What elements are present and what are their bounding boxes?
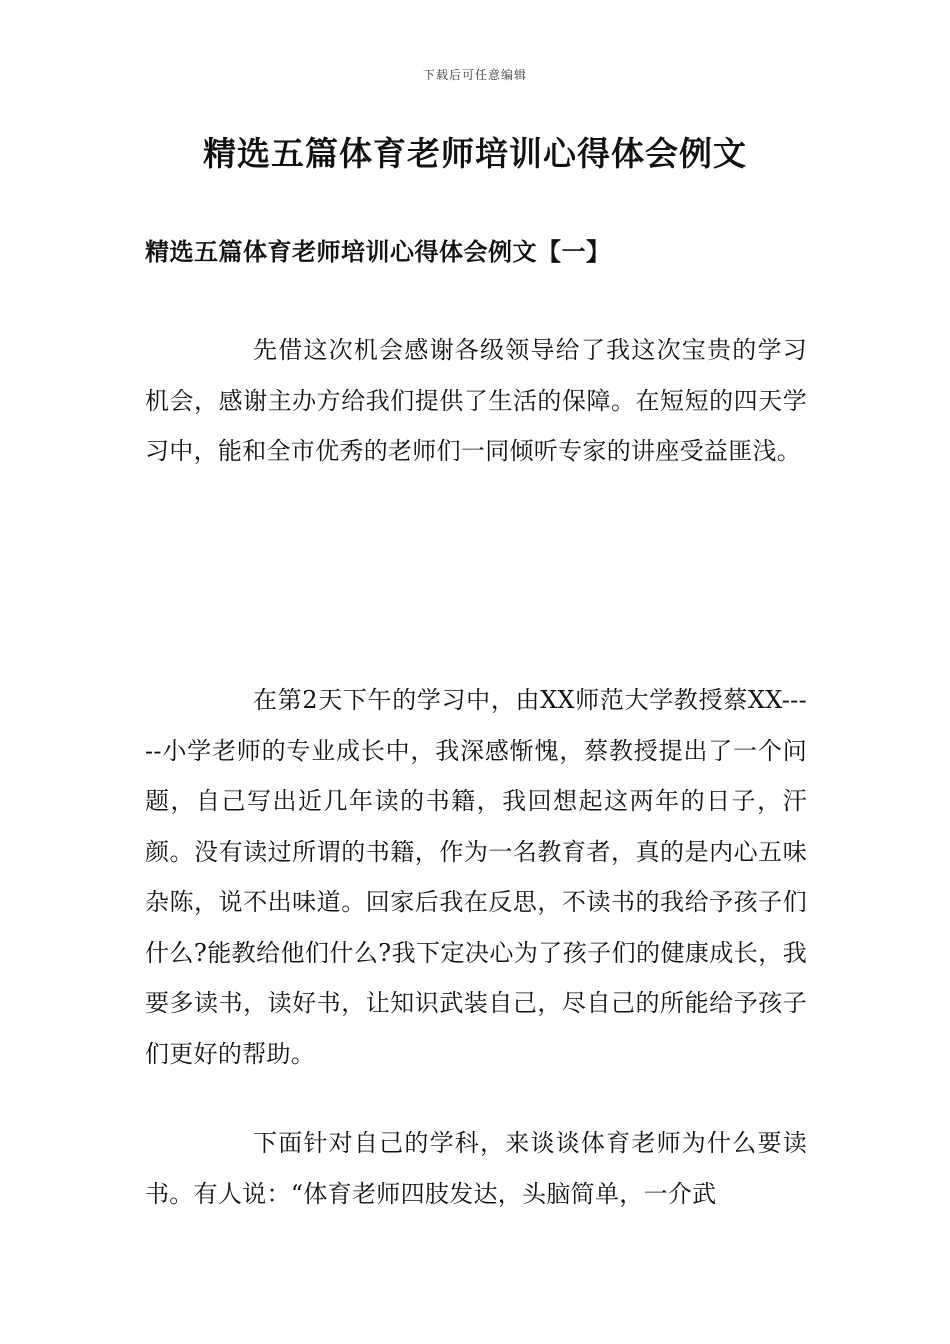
- section-heading: 精选五篇体育老师培训心得体会例文【一】: [145, 237, 611, 266]
- body-paragraph: 下面针对自己的学科，来谈谈体育老师为什么要读书。有人说：“体育老师四肢发达，头脑简单，一介武: [145, 1129, 807, 1208]
- body-paragraph: 在第2天下午的学习中，由XX师范大学教授蔡XX-----小学老师的专业成长中，我深感惭愧，蔡教授提出了一个问题，自己写出近几年读的书籍，我回想起这两年的日子，汗颜。没有读过所谓的书籍，作为一名教育者，真的是内心五味杂陈，说不出味道。回家后我在反思，不读书的我给予孩子们什么?能教给他们什么?我下定决心为了孩子们的健康成长，我要多读书，读好书，让知识武装自己，尽自己的所能给予孩子们更好的帮助。: [145, 686, 807, 1068]
- document-title: 精选五篇体育老师培训心得体会例文: [203, 134, 747, 173]
- body-paragraph: 先借这次机会感谢各级领导给了我这次宝贵的学习机会，感谢主办方给我们提供了生活的保障。在短短的四天学习中，能和全市优秀的老师们一同倾听专家的讲座受益匪浅。: [145, 336, 807, 465]
- header-note: 下载后可任意编辑: [422, 68, 527, 82]
